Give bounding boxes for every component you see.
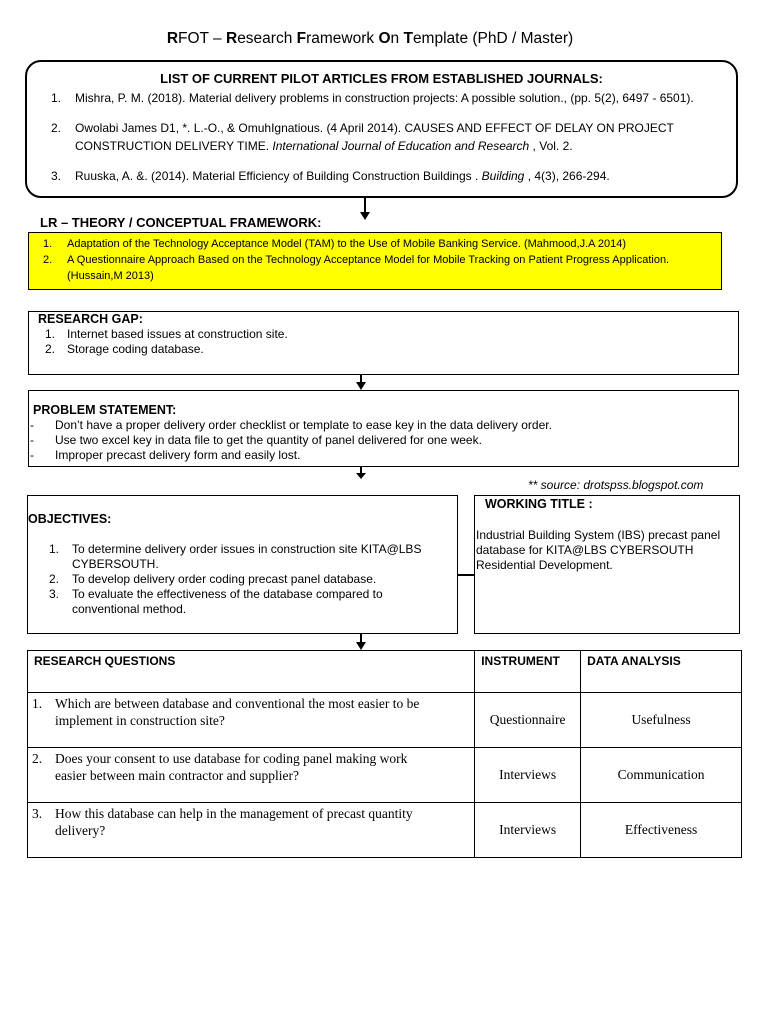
pilot-articles-heading: LIST OF CURRENT PILOT ARTICLES FROM ESTABLISHED JOURNALS: xyxy=(160,71,603,86)
problem-bullet: - xyxy=(30,448,34,462)
flow-arrow-line xyxy=(360,634,362,642)
gap-item-num: 2. xyxy=(45,342,56,356)
objective-line: To evaluate the effectiveness of the database compared to xyxy=(72,587,383,601)
question-line: Does your consent to use database for coding panel making work xyxy=(55,751,408,766)
problem-statement-heading: PROBLEM STATEMENT: xyxy=(33,403,177,417)
down-arrow-icon xyxy=(356,473,366,479)
table-header-row xyxy=(28,651,742,693)
down-arrow-icon xyxy=(356,382,366,390)
working-title-line: database for KITA@LBS CYBERSOUTH xyxy=(476,543,694,557)
gap-item-text: Internet based issues at construction site. xyxy=(67,327,288,341)
objective-line: To determine delivery order issues in construction site KITA@LBS xyxy=(72,542,422,556)
down-arrow-icon xyxy=(356,642,366,650)
instrument-cell: Interviews xyxy=(475,748,581,803)
question-num: 1. xyxy=(32,696,43,711)
working-title-box xyxy=(474,495,740,634)
problem-item-text: Don’t have a proper delivery order checklist or template to ease key in the data delivery order. xyxy=(55,418,552,432)
objective-line: conventional method. xyxy=(72,602,187,616)
research-gap-heading: RESEARCH GAP: xyxy=(38,312,143,326)
analysis-cell: Usefulness xyxy=(581,693,742,748)
objective-num: 3. xyxy=(49,587,60,601)
down-arrow-icon xyxy=(360,212,370,220)
gap-item-text: Storage coding database. xyxy=(67,342,204,356)
research-gap-box xyxy=(28,311,739,375)
table-row xyxy=(28,693,742,748)
question-line: implement in construction site? xyxy=(55,713,225,728)
question-line: Which are between database and conventional the most easier to be xyxy=(55,696,420,711)
data-analysis-header: DATA ANALYSIS xyxy=(581,651,742,693)
question-line: easier between main contractor and supplier? xyxy=(55,768,300,783)
flow-arrow-line xyxy=(360,375,362,382)
lr-item-text: Adaptation of the Technology Acceptance Model (TAM) to the Use of Mobile Banking Service. (Mahmood,J.A 2014) xyxy=(67,238,627,250)
instrument-cell: Questionnaire xyxy=(475,693,581,748)
question-cell xyxy=(28,748,475,803)
page-title: RFOT – Research Framework On Template (PhD / Master) xyxy=(166,30,574,47)
working-title-heading: WORKING TITLE : xyxy=(485,497,593,511)
analysis-cell: Communication xyxy=(581,748,742,803)
flow-arrow-line xyxy=(364,198,366,212)
working-title-line: Industrial Building System (IBS) precast panel xyxy=(476,528,721,542)
instrument-cell: Interviews xyxy=(475,803,581,858)
lr-heading: LR – THEORY / CONCEPTUAL FRAMEWORK: xyxy=(40,215,322,230)
table-row xyxy=(28,803,742,858)
analysis-cell: Effectiveness xyxy=(581,803,742,858)
problem-item-text: Improper precast delivery form and easily lost. xyxy=(55,448,301,462)
connector-line xyxy=(458,574,474,576)
question-cell xyxy=(28,803,475,858)
table-row xyxy=(28,748,742,803)
source-note: ** source: drotspss.blogspot.com xyxy=(528,478,704,492)
question-line: How this database can help in the management of precast quantity xyxy=(55,806,413,821)
lr-item-num: 1. xyxy=(43,238,53,250)
problem-bullet: - xyxy=(30,433,34,447)
working-title-line: Residential Development. xyxy=(476,558,613,572)
gap-item-num: 1. xyxy=(45,327,56,341)
objective-text xyxy=(72,542,452,572)
lr-item-num: 2. xyxy=(43,254,53,266)
question-cell xyxy=(28,693,475,748)
objective-line: CYBERSOUTH. xyxy=(72,557,159,571)
objective-text: To develop delivery order coding precast panel database. xyxy=(72,572,377,586)
lr-item-text: A Questionnaire Approach Based on the Technology Acceptance Model for Mobile Tracking on Patient Progress Application. xyxy=(67,254,670,266)
instrument-header: INSTRUMENT xyxy=(475,651,581,693)
objective-num: 1. xyxy=(49,542,60,556)
question-num: 2. xyxy=(32,751,43,766)
question-num: 3. xyxy=(32,806,43,821)
research-questions-table xyxy=(27,650,742,858)
objectives-heading: OBJECTIVES: xyxy=(28,512,112,526)
working-title-text xyxy=(476,528,738,573)
problem-statement-box xyxy=(28,390,739,467)
pilot-articles-box: LIST OF CURRENT PILOT ARTICLES FROM ESTABLISHED JOURNALS: 1. Mishra, P. M. (2018). Material delivery problems in construction projects: A possible solution., (pp. 5(2), 6497 - 6501). 2. Owolabi James D1, *. L.-O., & OmuhIgnatious. (4 April 2014). CAUSES AND EFFECT OF DELAY ON PROJECT CONSTRUCTION DELIVERY TIME. International Journal of Education and Research , Vol. 2. 3. Ruuska, A. &. (2014). Material Efficiency of Building Construction Buildings . Building , 4(3), 266-294. xyxy=(25,60,738,198)
objective-num: 2. xyxy=(49,572,60,586)
research-questions-header: RESEARCH QUESTIONS xyxy=(28,651,475,693)
lr-framework-box xyxy=(28,232,722,290)
question-line: delivery? xyxy=(55,823,106,838)
objective-text xyxy=(72,587,452,617)
problem-bullet: - xyxy=(30,418,34,432)
problem-item-text: Use two excel key in data file to get the quantity of panel delivered for one week. xyxy=(55,433,482,447)
lr-item-text-continued: (Hussain,M 2013) xyxy=(67,270,154,282)
objectives-box xyxy=(27,495,458,634)
